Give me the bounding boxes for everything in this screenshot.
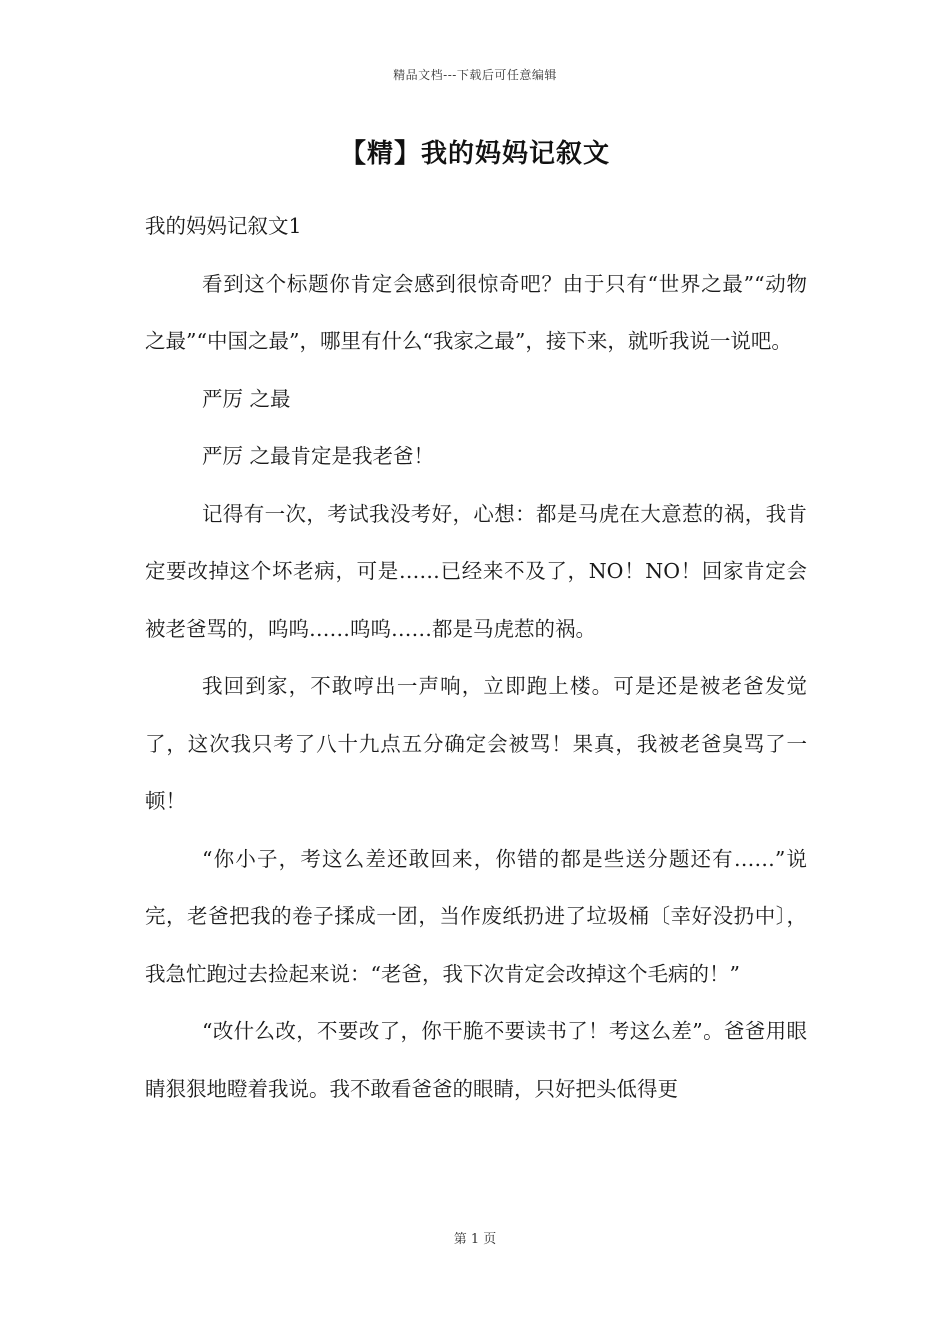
- paragraph: 我回到家，不敢哼出一声响，立即跑上楼。可是还是被老爸发觉了，这次我只考了八十九点五分确定会被骂！果真，我被老爸臭骂了一顿！: [145, 674, 807, 813]
- page-number: 第 1 页: [453, 1232, 497, 1247]
- paragraph: 看到这个标题你肯定会感到很惊奇吧？由于只有“世界之最”“动物之最”“中国之最”，哪里有什么“我家之最”，接下来，就听我说一说吧。: [145, 271, 807, 353]
- paragraph: “你小子，考这么差还敢回来，你错的都是些送分题还有……”说完，老爸把我的卷子揉成一团，当作废纸扔进了垃圾桶〔幸好没扔中〕，我急忙跑过去捡起来说：“老爸，我下次肯定会改掉这个毛病的！”: [145, 846, 807, 986]
- paragraph: 严厉 之最肯定是我老爸！: [202, 444, 435, 468]
- document-title: 【精】我的妈妈记叙文: [339, 139, 610, 169]
- paragraph: “改什么改，不要改了，你干脆不要读书了！考这么差”。爸爸用眼睛狠狠地瞪着我说。我不敢看爸爸的眼睛，只好把头低得更: [145, 1019, 807, 1101]
- paragraph: 严厉 之最: [202, 386, 291, 411]
- page-header: 精品文档---下载后可任意编辑: [393, 68, 557, 82]
- document-body: [145, 198, 807, 1118]
- paragraph: 记得有一次，考试我没考好，心想：都是马虎在大意惹的祸，我肯定要改掉这个坏老病，可是……已经来不及了，NO！NO！回家肯定会被老爸骂的，呜呜……呜呜……都是马虎惹的祸。: [145, 501, 807, 641]
- section-heading: 我的妈妈记叙文1: [145, 214, 302, 238]
